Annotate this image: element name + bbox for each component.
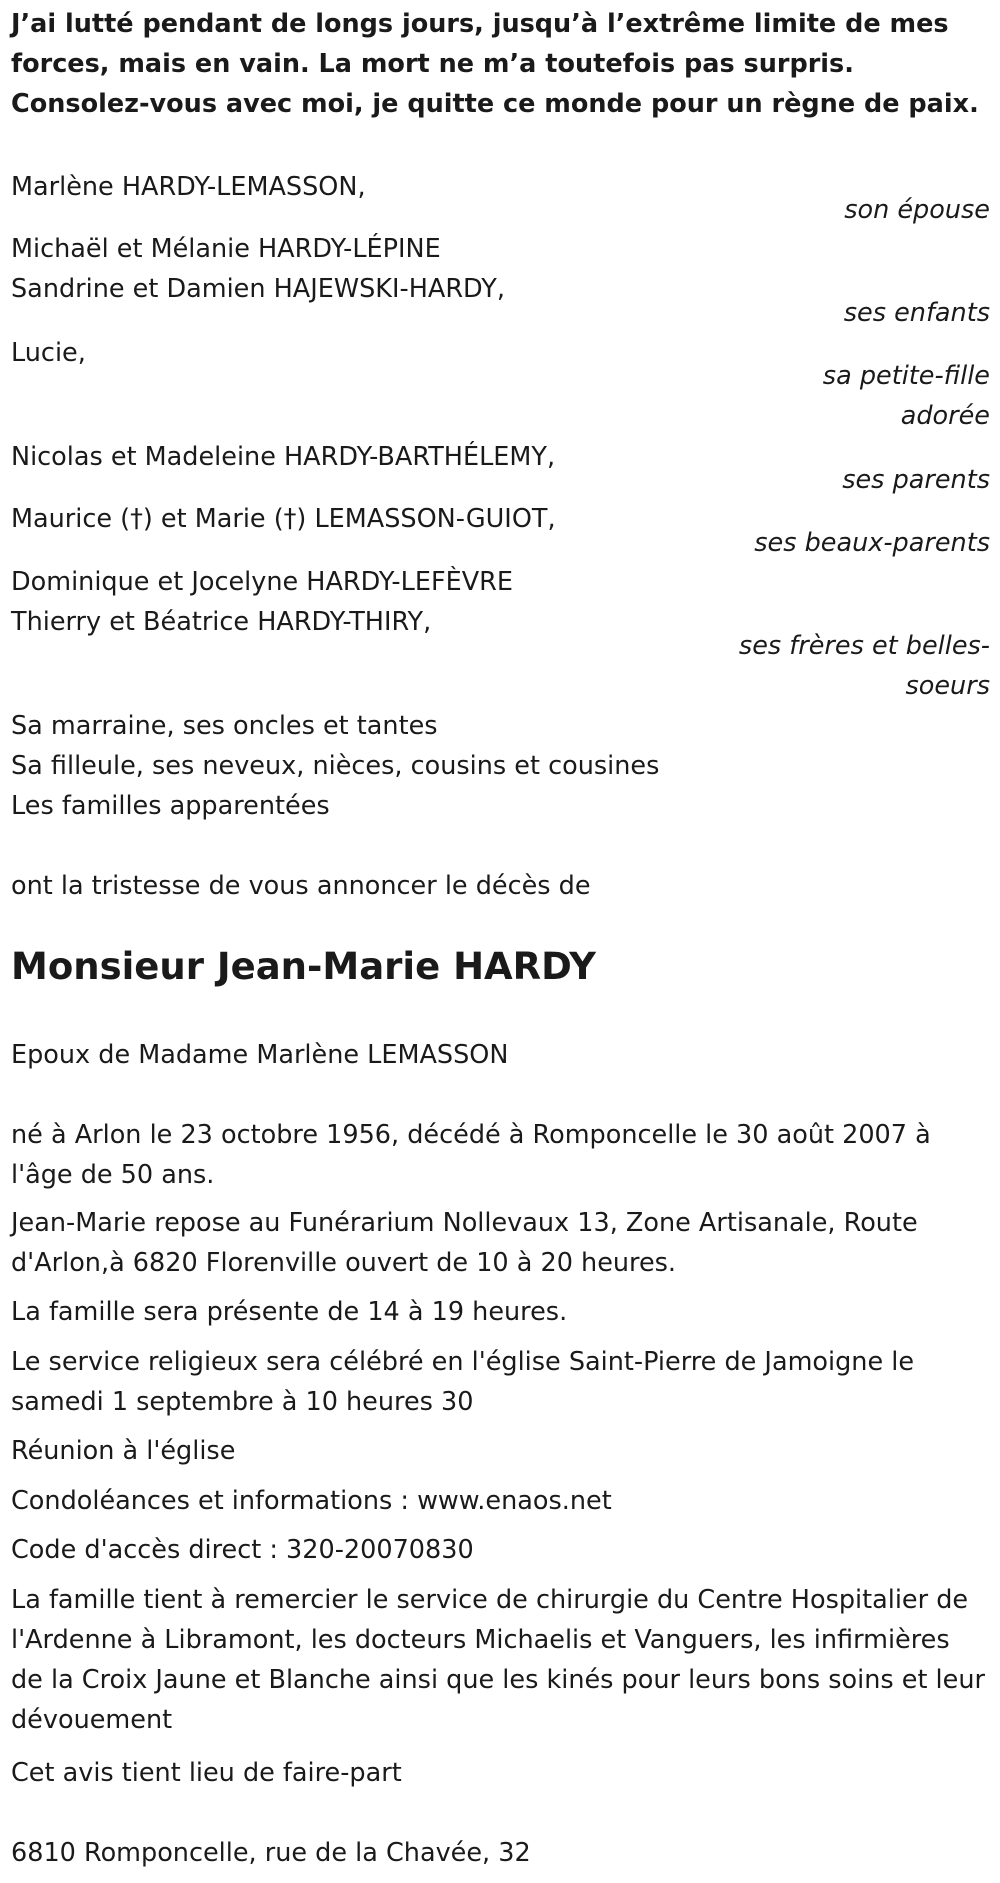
parents-name: Nicolas et Madeleine HARDY-BARTHÉLEMY, bbox=[11, 442, 556, 472]
spouse-line: Epoux de Madame Marlène LEMASSON bbox=[11, 1040, 509, 1070]
announcement-line: ont la tristesse de vous annoncer le décès de bbox=[11, 871, 591, 901]
child-name-1: Michaël et Mélanie HARDY-LÉPINE bbox=[11, 234, 441, 264]
sibling-name-1: Dominique et Jocelyne HARDY-LEFÈVRE bbox=[11, 567, 514, 597]
resting-place-info: Jean-Marie repose au Funérarium Nollevaux 13, Zone Artisanale, Route d'Arlon,à 6820 Florenville ouvert de 10 à 20 heures. bbox=[11, 1208, 918, 1278]
birth-death-info: né à Arlon le 23 octobre 1956, décédé à Romponcelle le 30 août 2007 à l'âge de 50 ans. bbox=[11, 1120, 931, 1190]
inlaws-name: Maurice (†) et Marie (†) LEMASSON-GUIOT, bbox=[11, 504, 556, 534]
spouse-name: Marlène HARDY-LEMASSON, bbox=[11, 172, 366, 202]
service-info: Le service religieux sera célébré en l'église Saint-Pierre de Jamoigne le samedi 1 septembre à 10 heures 30 bbox=[11, 1347, 915, 1417]
spouse-relation: son épouse bbox=[844, 195, 990, 225]
siblings-relation: ses frères et belles-soeurs bbox=[738, 631, 990, 701]
family-presence-info: La famille sera présente de 14 à 19 heures. bbox=[11, 1297, 568, 1327]
grandchild-relation: sa petite-fille adorée bbox=[822, 361, 990, 431]
sibling-name-2: Thierry et Béatrice HARDY-THIRY, bbox=[11, 607, 432, 637]
other-relatives-3: Les familles apparentées bbox=[11, 791, 330, 821]
parents-relation: ses parents bbox=[842, 465, 990, 495]
thanks-paragraph: La famille tient à remercier le service de chirurgie du Centre Hospitalier de l'Ardenne à Libramont, les docteurs Michaelis et Vanguers, les infirmières de la Croix Jaune et Blanche ainsi que les kinés pour leurs bons soins et leur dévouement bbox=[11, 1585, 985, 1735]
address-line: 6810 Romponcelle, rue de la Chavée, 32 bbox=[11, 1838, 531, 1868]
condolences-info: Condoléances et informations : www.enaos.net bbox=[11, 1486, 612, 1516]
children-relation: ses enfants bbox=[843, 298, 990, 328]
grandchild-name: Lucie, bbox=[11, 338, 86, 368]
opening-poem: J’ai lutté pendant de longs jours, jusqu’à l’extrême limite de mes forces, mais en vain. La mort ne m’a toutefois pas surpris. Consolez-vous avec moi, je quitte ce monde pour un règne de paix. bbox=[11, 9, 979, 119]
inlaws-relation: ses beaux-parents bbox=[754, 528, 990, 558]
other-relatives-1: Sa marraine, ses oncles et tantes bbox=[11, 711, 438, 741]
deceased-name: Monsieur Jean-Marie HARDY bbox=[11, 945, 596, 988]
meeting-info: Réunion à l'église bbox=[11, 1436, 236, 1466]
other-relatives-2: Sa filleule, ses neveux, nièces, cousins et cousines bbox=[11, 751, 660, 781]
child-name-2: Sandrine et Damien HAJEWSKI-HARDY, bbox=[11, 274, 505, 304]
access-code-info: Code d'accès direct : 320-20070830 bbox=[11, 1535, 474, 1565]
notice-line: Cet avis tient lieu de faire-part bbox=[11, 1758, 402, 1788]
